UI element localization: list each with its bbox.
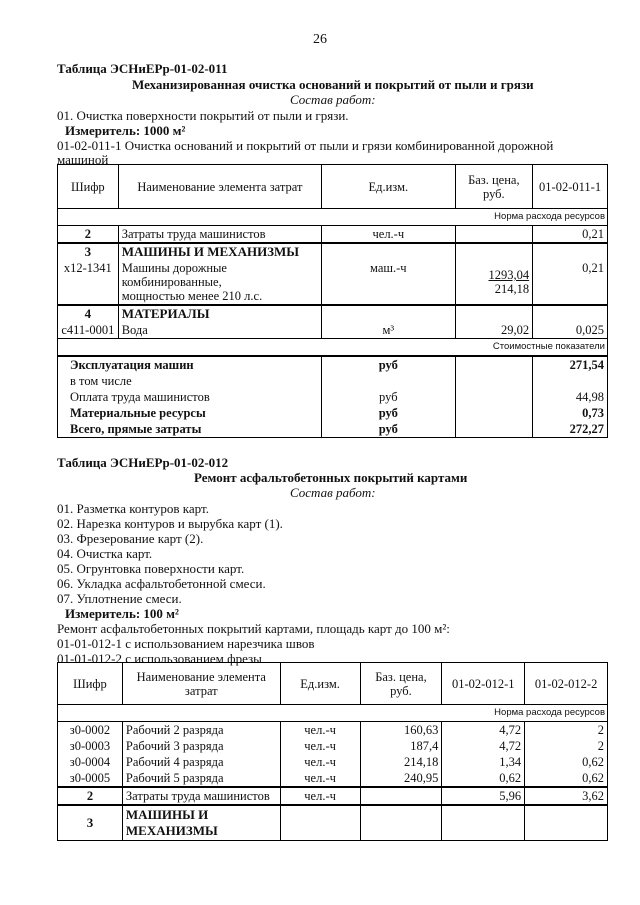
row-price bbox=[360, 787, 442, 805]
summary-unit bbox=[322, 373, 455, 389]
table1-measure: Измеритель: 1000 м² bbox=[65, 123, 186, 138]
row-price-line2: 214,18 bbox=[494, 282, 530, 296]
row-value: 0,21 bbox=[533, 226, 608, 244]
row-unit: чел.-ч bbox=[280, 754, 360, 770]
norma-label: Норма расхода ресурсов bbox=[58, 705, 608, 722]
table-row bbox=[58, 226, 608, 244]
header-col1: 01-02-011-1 bbox=[533, 165, 608, 209]
row-unit: чел.-ч bbox=[280, 787, 360, 805]
row-name-line2: мощностью менее 210 л.с. bbox=[121, 289, 263, 303]
table-row bbox=[58, 722, 608, 739]
table2-work-item: 03. Фрезерование карт (2). bbox=[57, 531, 204, 546]
row-value1 bbox=[442, 805, 525, 841]
table1-title: Механизированная очистка оснований и покрытий от пыли и грязи bbox=[132, 77, 534, 92]
row-value2: 0,62 bbox=[525, 754, 608, 770]
header-unit: Ед.изм. bbox=[322, 165, 455, 209]
row-code: з0-0002 bbox=[58, 722, 123, 739]
row-unit: чел.-ч bbox=[322, 226, 455, 244]
table2-work-item: 01. Разметка контуров карт. bbox=[57, 501, 209, 516]
header-name-line1: Наименование элемента bbox=[136, 669, 266, 684]
row-value: 0,025 bbox=[533, 322, 608, 339]
summary-value: 0,73 bbox=[533, 405, 608, 421]
summary-price bbox=[455, 373, 533, 389]
row-value: 0,21 bbox=[533, 260, 608, 305]
summary-row bbox=[58, 389, 608, 405]
row-name: Вода bbox=[118, 322, 321, 339]
row-value1: 4,72 bbox=[442, 722, 525, 739]
summary-price bbox=[455, 405, 533, 421]
row-name: МАШИНЫ И МЕХАНИЗМЫ bbox=[118, 243, 321, 260]
row-price bbox=[360, 805, 442, 841]
row-value1: 4,72 bbox=[442, 738, 525, 754]
table-row bbox=[58, 322, 608, 339]
row-unit: маш.-ч bbox=[322, 260, 455, 305]
summary-row bbox=[58, 356, 608, 373]
table2-work-item: 06. Укладка асфальтобетонной смеси. bbox=[57, 576, 266, 591]
row-price: 240,95 bbox=[360, 770, 442, 787]
header-name-line2: затрат bbox=[184, 683, 218, 698]
row-code: 3 bbox=[58, 243, 119, 260]
table1-header bbox=[58, 165, 608, 209]
page-number: 26 bbox=[313, 32, 327, 47]
summary-value: 44,98 bbox=[533, 389, 608, 405]
table-row bbox=[58, 787, 608, 805]
summary-unit: руб bbox=[322, 389, 455, 405]
summary-label: в том числе bbox=[58, 373, 322, 389]
row-price bbox=[455, 260, 533, 305]
row-code: 2 bbox=[58, 787, 123, 805]
row-code: х12-1341 bbox=[58, 260, 119, 305]
summary-value: 272,27 bbox=[533, 421, 608, 438]
row-name: МАТЕРИАЛЫ bbox=[118, 305, 321, 322]
norma-label: Норма расхода ресурсов bbox=[58, 209, 608, 226]
row-name-line1: Машины дорожные комбинированные, bbox=[121, 261, 227, 289]
table1-norma-row bbox=[58, 209, 608, 226]
row-code: з0-0004 bbox=[58, 754, 123, 770]
table-row bbox=[58, 770, 608, 787]
table1-code: Таблица ЭСНиЕРр-01-02-011 bbox=[57, 61, 228, 76]
summary-price bbox=[455, 356, 533, 373]
row-value2: 2 bbox=[525, 738, 608, 754]
row-unit: чел.-ч bbox=[280, 738, 360, 754]
table2-header bbox=[58, 663, 608, 705]
row-price bbox=[455, 305, 533, 322]
header-price-line1: Баз. цена, bbox=[375, 669, 427, 684]
table1-stoim-row bbox=[58, 339, 608, 357]
table-row bbox=[58, 243, 608, 260]
row-value2 bbox=[525, 805, 608, 841]
table1 bbox=[57, 164, 608, 438]
summary-price bbox=[455, 389, 533, 405]
table2-work-item: 07. Уплотнение смеси. bbox=[57, 591, 182, 606]
table2-work-item: 05. Огрунтовка поверхности карт. bbox=[57, 561, 245, 576]
table1-work-item: 01. Очистка поверхности покрытий от пыли и грязи. bbox=[57, 108, 349, 123]
row-price: 29,02 bbox=[455, 322, 533, 339]
row-price bbox=[455, 243, 533, 260]
header-shifr: Шифр bbox=[58, 663, 123, 705]
row-code: 3 bbox=[58, 805, 123, 841]
row-price-line1: 1293,04 bbox=[488, 268, 530, 282]
table2-work-item: 04. Очистка карт. bbox=[57, 546, 153, 561]
summary-label: Всего, прямые затраты bbox=[58, 421, 322, 438]
row-unit bbox=[280, 805, 360, 841]
summary-value bbox=[533, 373, 608, 389]
table2-title: Ремонт асфальтобетонных покрытий картами bbox=[194, 470, 468, 485]
row-name: Затраты труда машинистов bbox=[118, 226, 321, 244]
header-name bbox=[122, 663, 280, 705]
row-name: Рабочий 5 разряда bbox=[122, 770, 280, 787]
summary-label: Материальные ресурсы bbox=[58, 405, 322, 421]
row-name bbox=[118, 260, 321, 305]
summary-label: Оплата труда машинистов bbox=[58, 389, 322, 405]
stoim-label: Стоимостные показатели bbox=[58, 339, 608, 357]
table-row bbox=[58, 260, 608, 305]
summary-value: 271,54 bbox=[533, 356, 608, 373]
header-unit: Ед.изм. bbox=[280, 663, 360, 705]
summary-price bbox=[455, 421, 533, 438]
header-name: Наименование элемента затрат bbox=[118, 165, 321, 209]
row-code: 4 bbox=[58, 305, 119, 322]
table2 bbox=[57, 662, 608, 841]
row-code: 2 bbox=[58, 226, 119, 244]
header-price: Баз. цена, руб. bbox=[455, 165, 533, 209]
row-value bbox=[533, 243, 608, 260]
summary-unit: руб bbox=[322, 356, 455, 373]
summary-unit: руб bbox=[322, 421, 455, 438]
summary-row bbox=[58, 405, 608, 421]
row-unit bbox=[322, 305, 455, 322]
row-code: с411-0001 bbox=[58, 322, 119, 339]
row-price: 187,4 bbox=[360, 738, 442, 754]
table2-norma-row bbox=[58, 705, 608, 722]
table2-desc: 01-01-012-2 с использованием фрезы bbox=[57, 651, 262, 666]
table-row bbox=[58, 754, 608, 770]
table2-measure: Измеритель: 100 м² bbox=[65, 606, 179, 621]
row-name-line2: МЕХАНИЗМЫ bbox=[125, 823, 218, 838]
summary-label: Эксплуатация машин bbox=[58, 356, 322, 373]
table1-desc-line1: 01-02-011-1 Очистка оснований и покрытий от пыли и грязи комбинированной дорожной bbox=[57, 138, 554, 153]
row-unit: м³ bbox=[322, 322, 455, 339]
row-price bbox=[455, 226, 533, 244]
summary-unit: руб bbox=[322, 405, 455, 421]
row-value1: 5,96 bbox=[442, 787, 525, 805]
header-shifr: Шифр bbox=[58, 165, 119, 209]
header-price bbox=[360, 663, 442, 705]
table2-desc: 01-01-012-1 с использованием нарезчика швов bbox=[57, 636, 315, 651]
row-name: Рабочий 3 разряда bbox=[122, 738, 280, 754]
row-price: 214,18 bbox=[360, 754, 442, 770]
table-row bbox=[58, 305, 608, 322]
row-value2: 0,62 bbox=[525, 770, 608, 787]
table1-desc-line2: машиной bbox=[57, 152, 109, 167]
table1-sostav: Состав работ: bbox=[290, 92, 376, 107]
row-value2: 2 bbox=[525, 722, 608, 739]
row-unit: чел.-ч bbox=[280, 770, 360, 787]
row-name: Рабочий 4 разряда bbox=[122, 754, 280, 770]
row-name bbox=[122, 805, 280, 841]
header-col2: 01-02-012-2 bbox=[525, 663, 608, 705]
row-value1: 1,34 bbox=[442, 754, 525, 770]
row-name-line1: МАШИНЫ И bbox=[125, 807, 209, 822]
row-name: Затраты труда машинистов bbox=[122, 787, 280, 805]
table2-code: Таблица ЭСНиЕРр-01-02-012 bbox=[57, 455, 229, 470]
row-value1: 0,62 bbox=[442, 770, 525, 787]
summary-row bbox=[58, 373, 608, 389]
row-unit bbox=[322, 243, 455, 260]
table-row bbox=[58, 738, 608, 754]
table2-sostav: Состав работ: bbox=[290, 485, 376, 500]
header-col1: 01-02-012-1 bbox=[442, 663, 525, 705]
table2-work-item: 02. Нарезка контуров и вырубка карт (1). bbox=[57, 516, 283, 531]
row-code: з0-0005 bbox=[58, 770, 123, 787]
row-unit: чел.-ч bbox=[280, 722, 360, 739]
row-value2: 3,62 bbox=[525, 787, 608, 805]
row-code: з0-0003 bbox=[58, 738, 123, 754]
row-price: 160,63 bbox=[360, 722, 442, 739]
row-value bbox=[533, 305, 608, 322]
table-row bbox=[58, 805, 608, 841]
table2-desc: Ремонт асфальтобетонных покрытий картами, площадь карт до 100 м²: bbox=[57, 621, 450, 636]
header-price-line2: руб. bbox=[390, 683, 412, 698]
summary-row bbox=[58, 421, 608, 438]
row-name: Рабочий 2 разряда bbox=[122, 722, 280, 739]
